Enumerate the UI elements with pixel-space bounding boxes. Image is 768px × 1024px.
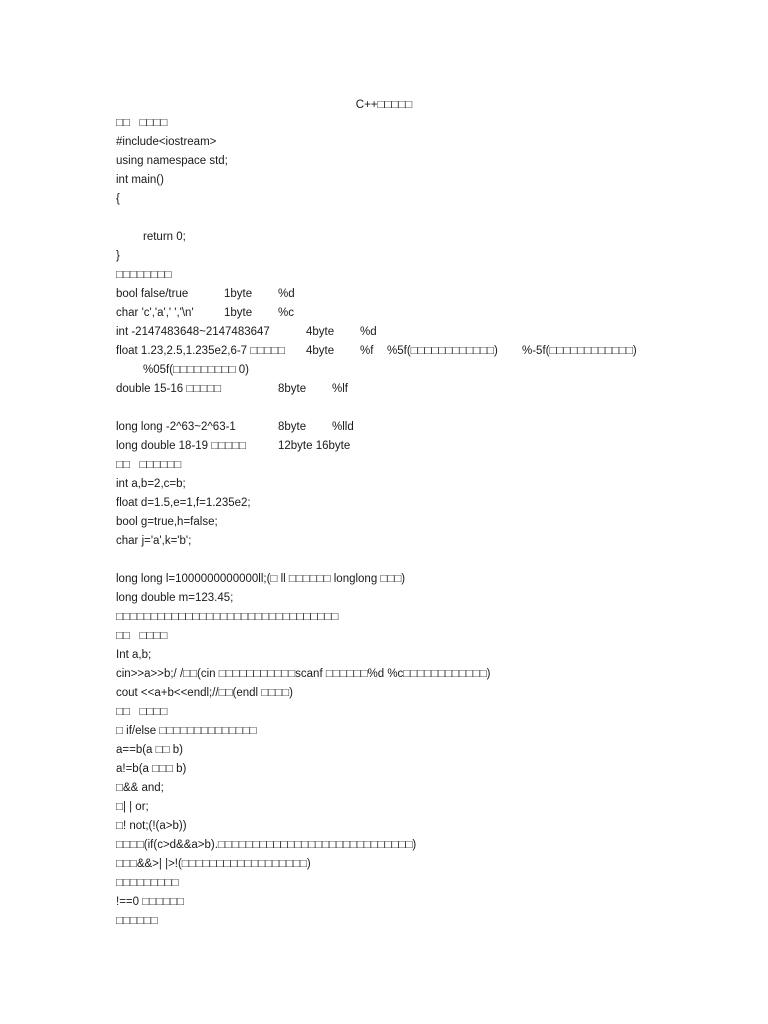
type-name: long double 18-19 □□□□□	[116, 440, 247, 452]
type-row-double	[116, 380, 756, 399]
code-line: using namespace std;	[116, 155, 228, 167]
type-name: long long -2^63~2^63-1	[116, 421, 236, 433]
text-line: □□□□□□	[116, 915, 158, 927]
code-line: bool g=true,h=false;	[116, 516, 218, 528]
code-line: cout <<a+b<<endl;//□□(endl □□□□)	[116, 687, 293, 699]
text-line: □□□□(if(c>d&&a>b).□□□□□□□□□□□□□□□□□□□□□□□□□□□□)	[116, 839, 417, 851]
text-line: □ if/else □□□□□□□□□□□□□□	[116, 725, 257, 737]
code-line: int a,b=2,c=b;	[116, 478, 186, 490]
code-line: #include<iostream>	[116, 136, 217, 148]
type-size: 12byte 16byte	[278, 440, 351, 452]
code-line: {	[116, 193, 120, 205]
code-line: long long l=1000000000000ll;(□ ll □□□□□□ longlong □□□)	[116, 573, 406, 585]
section-heading: □□ □□□□	[116, 706, 168, 718]
type-format: %d	[360, 326, 377, 338]
code-line: char j='a',k='b';	[116, 535, 192, 547]
type-name: float 1.23,2.5,1.235e2,6-7 □□□□□	[116, 345, 286, 357]
type-size: 4byte	[306, 345, 335, 357]
type-name: double 15-16 □□□□□	[116, 383, 222, 395]
type-size: 8byte	[278, 383, 307, 395]
type-format: %c	[278, 307, 294, 319]
section-heading: □□ □□□□	[116, 117, 168, 129]
type-name: bool false/true	[116, 288, 189, 300]
text-line: □□□□□□□□□	[116, 877, 179, 889]
type-row-char	[116, 304, 756, 323]
type-format-width: %5f(□□□□□□□□□□□□)	[387, 345, 498, 357]
type-row-float	[116, 342, 756, 361]
section-heading: □□ □□□□□□	[116, 459, 182, 471]
type-format: %lld	[332, 421, 354, 433]
code-line: Int a,b;	[116, 649, 152, 661]
type-format-left-align: %-5f(□□□□□□□□□□□□)	[522, 345, 637, 357]
text-line: □□□&&>| |>!(□□□□□□□□□□□□□□□□□□)	[116, 858, 311, 870]
type-format: %lf	[332, 383, 348, 395]
page-title: C++□□□□□	[355, 99, 413, 111]
type-row-int	[116, 323, 756, 342]
code-line: int main()	[116, 174, 164, 186]
code-line: float d=1.5,e=1,f=1.235e2;	[116, 497, 251, 509]
format-note: %05f(□□□□□□□□□ 0)	[143, 364, 249, 376]
code-line: long double m=123.45;	[116, 592, 234, 604]
code-line: a!=b(a □□□ b)	[116, 763, 187, 775]
blank-line	[116, 399, 756, 418]
type-name: int -2147483648~2147483647	[116, 326, 270, 338]
blank-line	[116, 551, 756, 570]
text-line: □□□□□□□□□□□□□□□□□□□□□□□□□□□□□□□□	[116, 611, 339, 623]
code-line: a==b(a □□ b)	[116, 744, 183, 756]
type-size: 1byte	[224, 288, 253, 300]
text-line: □| | or;	[116, 801, 149, 813]
code-line: }	[116, 250, 120, 262]
type-size: 1byte	[224, 307, 253, 319]
type-name: char 'c','a',' ','\n'	[116, 307, 194, 319]
type-row-long-long	[116, 418, 756, 437]
type-format: %d	[278, 288, 295, 300]
type-row-long-double	[116, 437, 756, 456]
document-body	[116, 114, 756, 931]
text-line: !==0 □□□□□□	[116, 896, 184, 908]
text-line: □&& and;	[116, 782, 164, 794]
code-line: return 0;	[143, 231, 186, 243]
blank-line	[116, 209, 756, 228]
type-size: 8byte	[278, 421, 307, 433]
type-size: 4byte	[306, 326, 335, 338]
section-heading: □□□□□□□□	[116, 269, 172, 281]
type-row-bool	[116, 285, 756, 304]
text-line: □! not;(!(a>b))	[116, 820, 187, 832]
section-heading: □□ □□□□	[116, 630, 168, 642]
type-format: %f	[360, 345, 374, 357]
code-line: cin>>a>>b;/ /□□(cin □□□□□□□□□□□scanf □□□□□□%d %c□□□□□□□□□□□□)	[116, 668, 491, 680]
